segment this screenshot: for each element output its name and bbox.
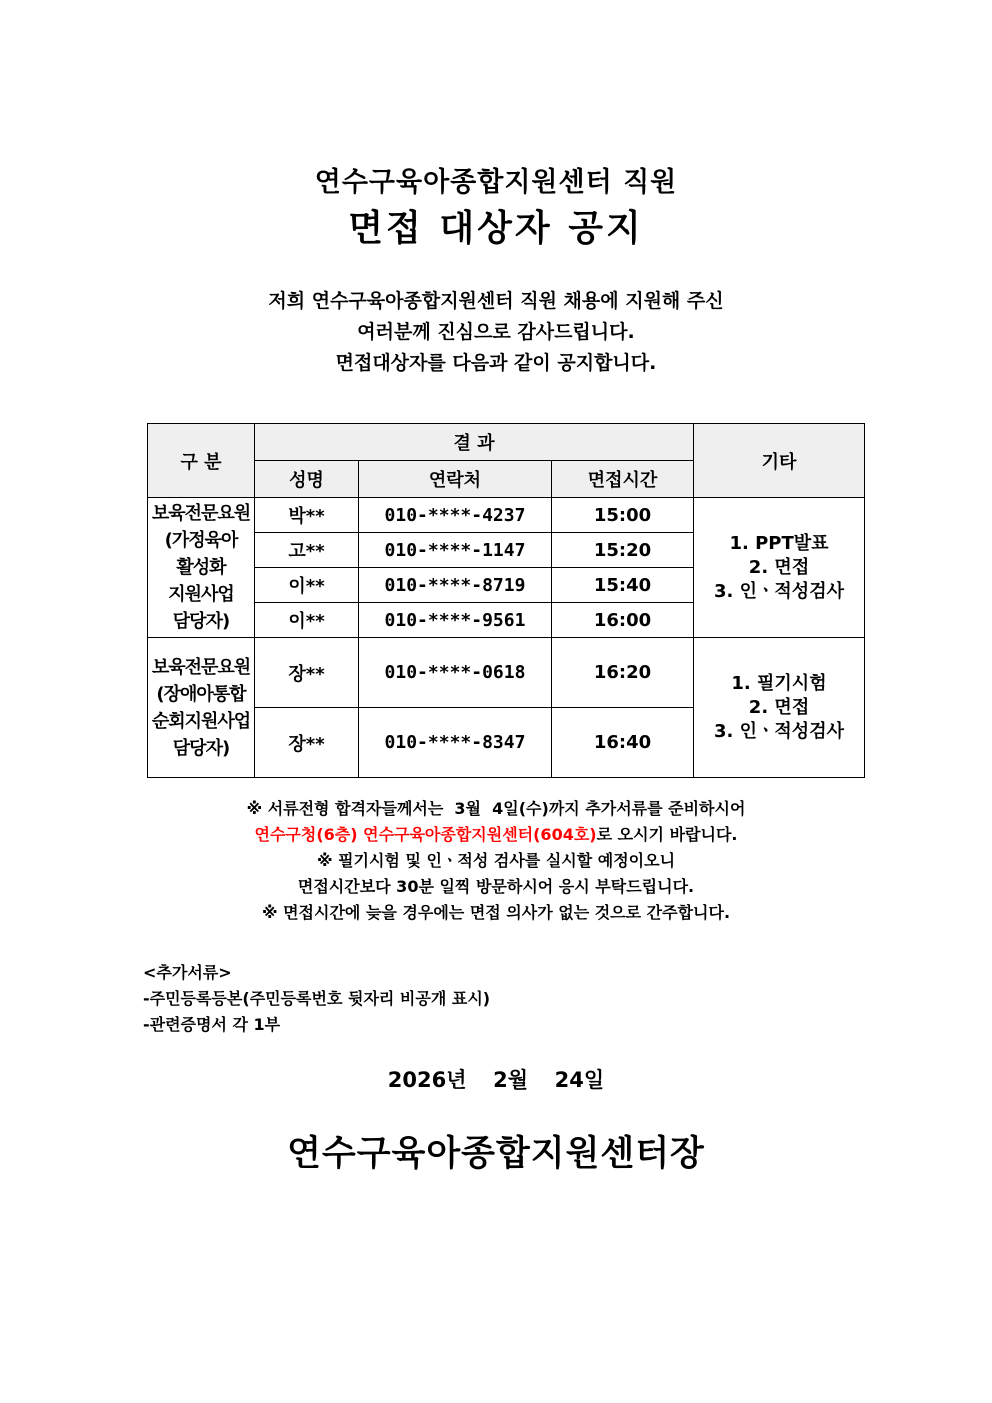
notice-line4: 면접시간보다 30분 일찍 방문하시어 응시 부탁드립니다. (297, 877, 695, 896)
category-line: (가정육아 (164, 530, 238, 551)
header-time: 면접시간 (552, 461, 694, 498)
notices (0, 796, 992, 926)
title-line1: 연수구육아종합지원센터 직원 (314, 167, 678, 198)
etc-item: 2. 면접 (748, 696, 810, 718)
etc-item: 1. 필기시험 (731, 672, 827, 694)
interview-time: 15:00 (552, 498, 694, 533)
intro-line1: 저희 연수구육아종합지원센터 직원 채용에 지원해 주신 (268, 290, 724, 312)
header-contact: 연락처 (359, 461, 552, 498)
candidate-name: 장** (255, 638, 359, 708)
header-name: 성명 (255, 461, 359, 498)
category-line: 지원사업 (168, 584, 234, 605)
candidate-contact: 010-****-8347 (359, 708, 552, 778)
notice-line1: ※ 서류전형 합격자들께서는 3월 4일(수)까지 추가서류를 준비하시어 (246, 799, 746, 818)
location-highlight: 연수구청(6층) 연수구육아종합지원센터(604호) (254, 825, 597, 844)
extra-document-item: -관련증명서 각 1부 (143, 1015, 281, 1034)
candidate-name: 이** (255, 603, 359, 638)
category-line: 담당자) (172, 737, 230, 759)
etc-item: 1. PPT발표 (729, 532, 829, 554)
etc-item: 3. 인ㆍ적성검사 (714, 720, 844, 742)
intro-line2: 여러분께 진심으로 감사드립니다. (357, 321, 635, 343)
category-line: (장애아통합 (156, 683, 246, 705)
category-line: 보육전문요원 (151, 503, 251, 524)
candidate-contact: 010-****-0618 (359, 638, 552, 708)
candidate-name: 이** (255, 568, 359, 603)
interview-time: 16:40 (552, 708, 694, 778)
header-etc: 기타 (694, 424, 865, 498)
notice-line2 (0, 822, 992, 848)
interview-time: 16:20 (552, 638, 694, 708)
candidate-name: 박** (255, 498, 359, 533)
category-line: 활성화 (176, 557, 226, 578)
notice-line3: ※ 필기시험 및 인ㆍ적성 검사를 실시할 예정이오니 (316, 851, 676, 870)
intro-line3: 면접대상자를 다음과 같이 공지합니다. (335, 352, 657, 374)
header-category: 구 분 (148, 424, 255, 498)
notice-date: 2026년 2월 24일 (387, 1068, 605, 1092)
candidate-contact: 010-****-4237 (359, 498, 552, 533)
extra-documents (143, 960, 490, 1038)
table-row (148, 498, 865, 533)
interview-time: 15:20 (552, 533, 694, 568)
extra-documents-title: <추가서류> (143, 963, 232, 982)
etc-item: 3. 인ㆍ적성검사 (714, 580, 844, 602)
category-cell (148, 498, 255, 638)
candidate-name: 고** (255, 533, 359, 568)
header-result: 결 과 (255, 424, 694, 461)
table-row (148, 638, 865, 708)
candidate-name: 장** (255, 708, 359, 778)
category-line: 담당자) (172, 611, 230, 632)
interview-time: 15:40 (552, 568, 694, 603)
etc-cell (694, 498, 865, 638)
interview-time: 16:00 (552, 603, 694, 638)
location-rest: 로 오시기 바랍니다. (596, 825, 738, 844)
category-line: 보육전문요원 (151, 656, 251, 678)
candidate-contact: 010-****-1147 (359, 533, 552, 568)
extra-document-item: -주민등록등본(주민등록번호 뒷자리 비공개 표시) (143, 989, 491, 1008)
category-cell (148, 638, 255, 778)
etc-cell (694, 638, 865, 778)
category-line: 순회지원사업 (151, 710, 251, 732)
notice-line5: ※ 면접시간에 늦을 경우에는 면접 의사가 없는 것으로 간주합니다. (261, 903, 731, 922)
candidate-contact: 010-****-8719 (359, 568, 552, 603)
page-title: 면접 대상자 공지 (348, 208, 644, 249)
etc-item: 2. 면접 (748, 556, 810, 578)
signature: 연수구육아종합지원센터장 (287, 1134, 705, 1174)
candidate-contact: 010-****-9561 (359, 603, 552, 638)
intro-text (0, 286, 992, 379)
interview-schedule-table (147, 423, 865, 778)
